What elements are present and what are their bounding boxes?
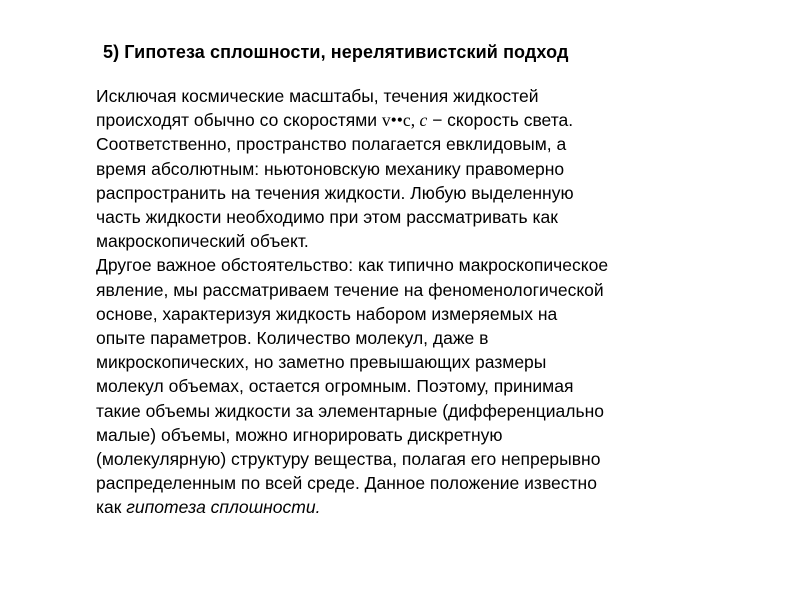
text-line-1: Исключая космические масштабы, течения жидкостей [96, 86, 539, 106]
text-line-16: (молекулярную) структуру вещества, полагая его непрерывно [96, 449, 601, 470]
hypothesis-term: гипотеза сплошности. [126, 497, 321, 518]
text-line-9: явление, мы рассматриваем течение на феноменологической [96, 279, 604, 300]
text-line-17: распределенным по всей среде. Данное положение известно [96, 473, 597, 494]
text-line-11: опыте параметров. Количество молекул, даже в [96, 328, 489, 349]
slide-body [96, 84, 776, 520]
text-line-6: часть жидкости необходимо при этом рассматривать как [96, 207, 558, 228]
text-line-4: время абсолютным: ньютоновскую механику правомерно [96, 158, 565, 179]
text-line-5: распространить на течения жидкости. Любую выделенную [96, 182, 574, 203]
text-line-3: Соответственно, пространство полагается евклидовым, а [96, 134, 567, 155]
text-line-12: микроскопических, но заметно превышающих размеры [96, 352, 547, 373]
text-line-8: Другое важное обстоятельство: как типично макроскопическое [96, 255, 609, 276]
text-line-2: происходят обычно со скоростями v••c, c − скорость света. [96, 110, 574, 131]
formula-light-speed: c [419, 110, 428, 131]
formula-velocity: v••c [381, 110, 411, 131]
text-line-15: малые) объемы, можно игнорировать дискретную [96, 424, 503, 445]
text-line-13: молекул объемах, остается огромным. Поэтому, принимая [96, 376, 574, 397]
text-line-10: основе, характеризуя жидкость набором измеряемых на [96, 303, 558, 324]
slide-title: 5) Гипотеза сплошности, нерелятивистский подход [103, 42, 569, 62]
text-line-18: как гипотеза сплошности. [96, 497, 321, 518]
text-line-7: макроскопический объект. [96, 231, 309, 252]
text-line-14: такие объемы жидкости за элементарные (дифференциально [96, 400, 604, 421]
